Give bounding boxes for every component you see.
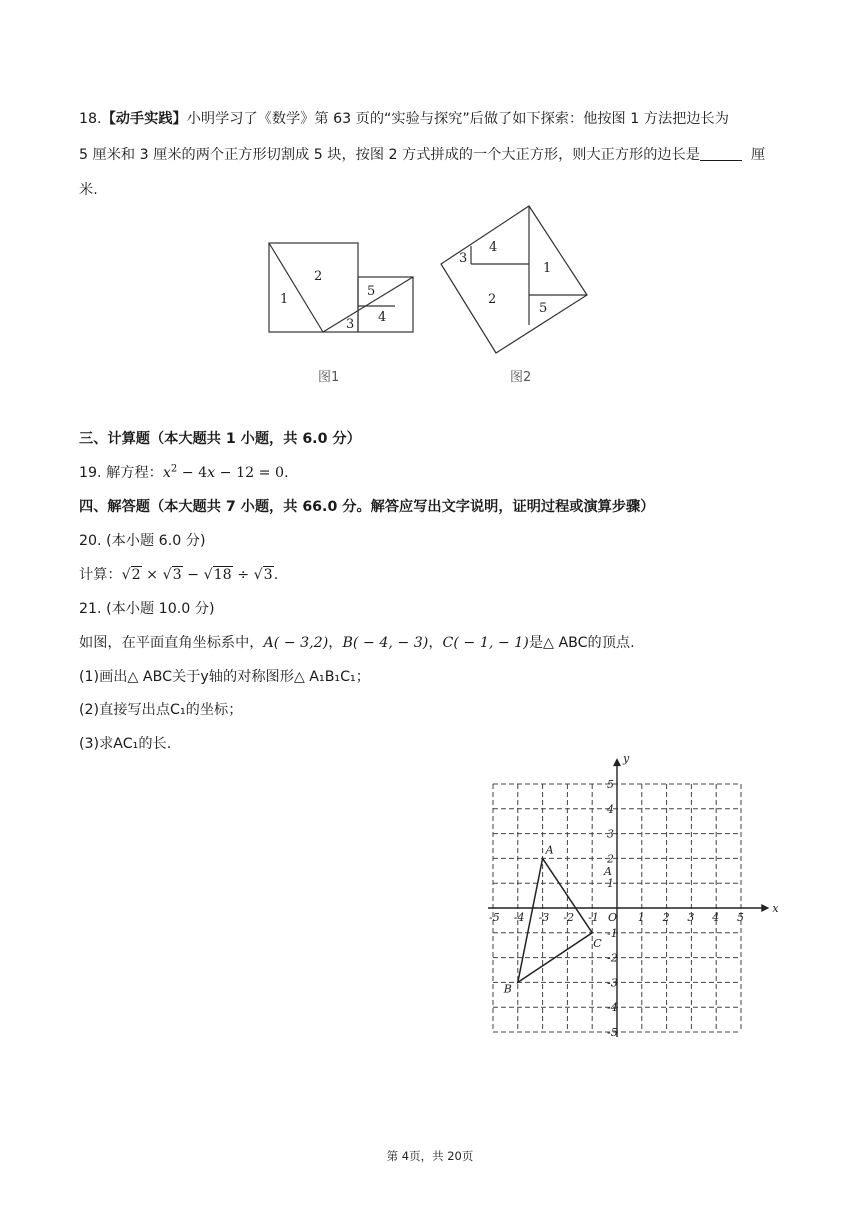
figure-2 bbox=[438, 203, 593, 390]
y-tick-label: 1 bbox=[607, 877, 614, 891]
q21-intro-suffix: 是△ ABC的顶点. bbox=[528, 635, 635, 651]
eq-x: x bbox=[162, 465, 171, 481]
page-footer: 第 4页，共 20页 bbox=[386, 1149, 474, 1163]
vertex-label-b: B bbox=[503, 982, 512, 996]
fig2-big-square bbox=[441, 206, 587, 353]
fig1-label-1: 1 bbox=[280, 292, 289, 307]
answer-blank[interactable] bbox=[700, 146, 742, 161]
section4-title: 四、解答题（本大题共 7 小题，共 66.0 分。解答应写出文字说明，证明过程或演算步骤） bbox=[79, 499, 655, 515]
x-tick-label: -4 bbox=[513, 911, 525, 924]
q18-unit: 厘 bbox=[751, 147, 766, 163]
x-axis-label: x bbox=[772, 902, 779, 915]
radicand-1: 2 bbox=[131, 567, 141, 583]
y-tick-label: -4 bbox=[607, 1001, 618, 1015]
point-c: C( − 1, − 1) bbox=[442, 635, 529, 651]
q18-line2 bbox=[79, 145, 765, 165]
fig1-label-5: 5 bbox=[367, 284, 376, 299]
q21-intro bbox=[79, 633, 635, 653]
radicand-4: 3 bbox=[263, 567, 273, 583]
point-b: B( − 4, − 3) bbox=[342, 635, 429, 651]
fig1-label-3: 3 bbox=[346, 317, 355, 332]
point-a: A( − 3,2) bbox=[263, 635, 329, 651]
y-axis-label: y bbox=[623, 752, 630, 766]
fig1-label-4: 4 bbox=[378, 310, 387, 325]
eq-x2: x bbox=[207, 465, 216, 481]
y-tick-label: -2 bbox=[607, 951, 618, 965]
x-tick-label: 1 bbox=[637, 911, 645, 924]
y-axis-arrow bbox=[613, 758, 621, 766]
y-tick-label: 2 bbox=[607, 852, 614, 866]
q21-intro-prefix: 如图，在平面直角坐标系中， bbox=[79, 635, 264, 651]
origin-label: O bbox=[608, 911, 618, 924]
q19-line bbox=[79, 463, 289, 483]
q18-number: 18. bbox=[79, 111, 102, 127]
q20-prefix: 计算： bbox=[79, 567, 122, 583]
vertex-label-c: C bbox=[593, 936, 602, 950]
x-tick-label: 5 bbox=[737, 911, 744, 924]
q18-text-1: 小明学习了《数学》第 63 页的“实验与探究”后做了如下探索：他按图 1 方法把边长为 bbox=[186, 111, 729, 127]
q21-header: 21. (本小题 10.0 分) bbox=[79, 601, 215, 617]
triangle-abc bbox=[518, 858, 592, 982]
fig2-caption: 图2 bbox=[510, 370, 532, 385]
fig2-label-1: 1 bbox=[543, 261, 552, 276]
fig2-label-5: 5 bbox=[539, 301, 548, 316]
y-tick-label: -1 bbox=[607, 926, 618, 940]
y-tick-label: -3 bbox=[607, 976, 618, 990]
coordinate-grid bbox=[470, 752, 790, 1045]
q21-part1: (1)画出△ ABC关于y轴的对称图形△ A₁B₁C₁； bbox=[79, 669, 370, 685]
sep-1: ， bbox=[328, 635, 343, 651]
q21-part2: (2)直接写出点C₁的坐标； bbox=[79, 702, 243, 718]
op-divide: ÷ bbox=[232, 567, 254, 583]
fig2-label-2: 2 bbox=[488, 292, 497, 307]
radicand-3: 18 bbox=[213, 567, 232, 583]
y-tick-label: -5 bbox=[607, 1026, 618, 1039]
x-tick-label: -3 bbox=[538, 911, 550, 924]
x-tick-label: -1 bbox=[588, 911, 599, 924]
q18-tag: 【动手实践】 bbox=[101, 111, 187, 127]
fig1-caption: 图1 bbox=[318, 370, 340, 385]
y-tick-label: 4 bbox=[607, 802, 614, 816]
fig2-label-3: 3 bbox=[459, 251, 468, 266]
extra-label-a: A bbox=[604, 864, 612, 878]
radicand-2: 3 bbox=[172, 567, 182, 583]
fig1-cut-1 bbox=[269, 243, 323, 332]
q18-line3 bbox=[79, 180, 98, 200]
q19-prefix: 19. 解方程： bbox=[79, 465, 163, 481]
y-tick-label: 3 bbox=[607, 827, 614, 841]
x-tick-label: -2 bbox=[563, 911, 575, 924]
x-tick-label: -5 bbox=[489, 911, 500, 924]
q20-end: . bbox=[273, 567, 279, 583]
fig2-label-4: 4 bbox=[489, 240, 498, 255]
q20-expression: 计算：√2 × √3 − √18 ÷ √3. bbox=[79, 567, 279, 583]
x-tick-label: 2 bbox=[662, 911, 670, 924]
q21-part3: (3)求AC₁的长. bbox=[79, 736, 172, 752]
section3-title: 三、计算题（本大题共 1 小题，共 6.0 分） bbox=[79, 431, 361, 447]
fig1-label-2: 2 bbox=[314, 269, 323, 284]
q20-header: 20. (本小题 6.0 分) bbox=[79, 533, 206, 549]
op-minus: − bbox=[182, 567, 204, 583]
eq-mid: − 4 bbox=[177, 465, 208, 481]
q18-line1 bbox=[79, 109, 729, 129]
x-tick-label: 3 bbox=[687, 911, 695, 924]
sep-2: ， bbox=[428, 635, 443, 651]
q18-text-3: 米. bbox=[79, 182, 98, 198]
vertex-label-a: A bbox=[545, 843, 554, 857]
y-tick-label: 5 bbox=[607, 778, 614, 791]
figure-1 bbox=[266, 240, 418, 390]
q18-text-2: 5 厘米和 3 厘米的两个正方形切割成 5 块，按图 2 方式拼成的一个大正方形，则大正方形的边长是 bbox=[79, 147, 700, 163]
op-times: × bbox=[141, 567, 163, 583]
x-axis-arrow bbox=[761, 904, 769, 912]
eq-exp: 2 bbox=[170, 463, 178, 475]
x-tick-label: 4 bbox=[712, 911, 720, 924]
q19-end: . bbox=[284, 465, 289, 481]
eq-tail: − 12 = 0 bbox=[215, 465, 285, 481]
